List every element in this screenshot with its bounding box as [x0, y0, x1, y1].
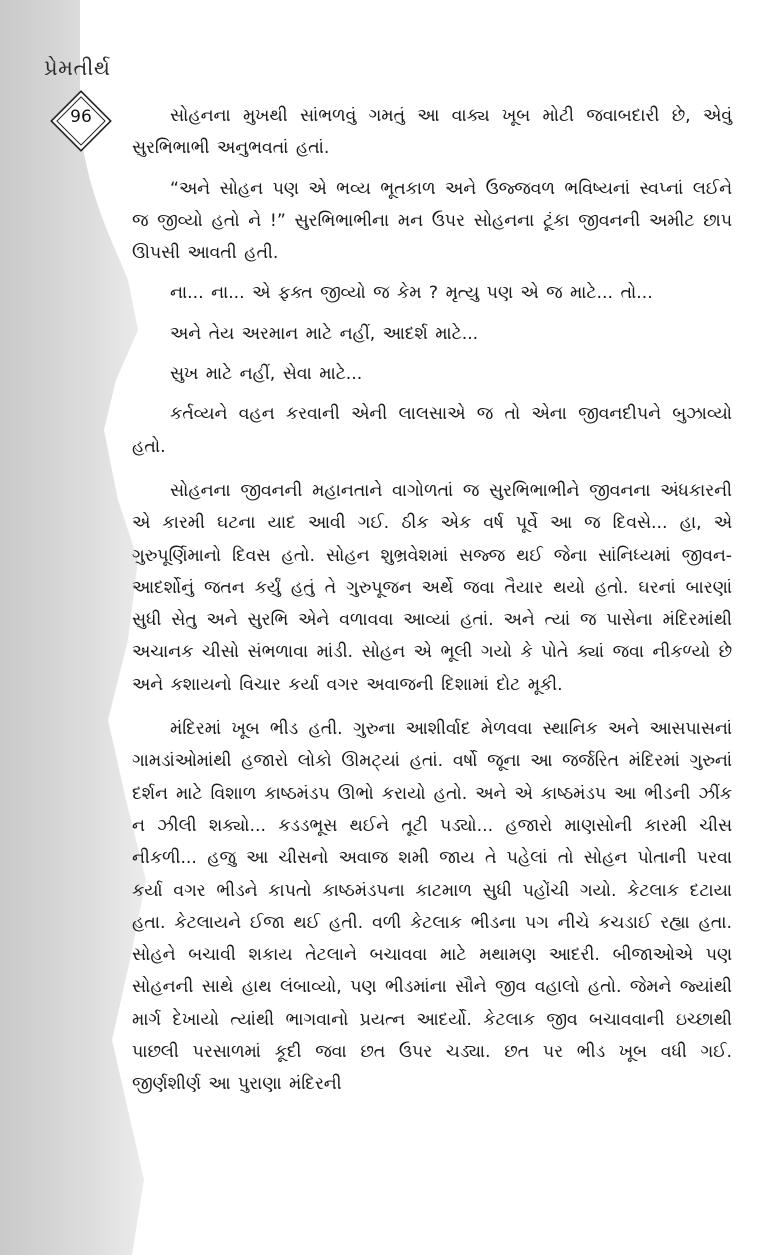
paragraph: સોહનના જીવનની મહાનતાને વાગોળતાં જ સુરભિભાભીને જીવનના અંધકારની એ કારમી ઘટના યાદ આવી ગઈ. ઠીક એક વર્ષ પૂર્વે આ જ દિવસે... હા, એ ગુરુપૂર્ણિમાનો દિવસ હતો. સોહન શુભ્રવેશમાં સજ્જ થઈ જેના સાંનિધ્યમાં જીવન-આદર્શોનું જતન કર્યું હતું તે ગુરુપૂજન અર્થે જવા તૈયાર થયો હતો. ઘરનાં બારણાં સુધી સેતુ અને સુરભિ એને વળાવવા આવ્યાં હતાં. અને ત્યાં જ પાસેના મંદિરમાંથી અચાનક ચીસો સંભળાવા માંડી. સોહન એ ભૂલી ગયો કે પોતે ક્યાં જવા નીકળ્યો છે અને કશાયનો વિચાર કર્યા વગર અવાજની દિશામાં દોટ મૂકી.	[132, 480, 732, 695]
page-number: 96	[70, 107, 92, 127]
paragraph: કર્તવ્યને વહન કરવાની એની લાલસાએ જ તો એના જીવનદીપને બુઝાવ્યો હતો.	[132, 404, 732, 457]
paragraph: ના... ના... એ ફક્ત જીવ્યો જ કેમ ? મૃત્યુ પણ એ જ માટે... તો...	[170, 283, 653, 304]
paragraph: સુખ માટે નહીં, સેવા માટે...	[170, 364, 363, 385]
paragraph: અને તેય અરમાન માટે નહીં, આદર્શ માટે...	[170, 323, 479, 344]
paragraph: મંદિરમાં ખૂબ ભીડ હતી. ગુરુના આશીર્વાદ મેળવવા સ્થાનિક અને આસપાસનાં ગામડાંઓમાંથી હજારો લોકો ઊમટ્યાં હતાં. વર્ષો જૂના આ જર્જરિત મંદિરમાં ગુરુનાં દર્શન માટે વિશાળ કાષ્ઠમંડપ ઊભો કરાયો હતો. અને એ કાષ્ઠમંડપ આ ભીડની ઝીંક ન ઝીલી શક્યો... કડડભૂસ થઈને તૂટી પડ્યો... હજારો માણસોની કારમી ચીસ નીકળી... હજુ આ ચીસનો અવાજ શમી જાય તે પહેલાં તો સોહન પોતાની પરવા કર્યા વગર ભીડને કાપતો કાષ્ઠમંડપના કાટમાળ સુધી પહોંચી ગયો. કેટલાક દટાયા હતા. કેટલાયને ઈજા થઈ હતી. વળી કેટલાક ભીડના પગ નીચે કચડાઈ રહ્યા હતા. સોહને બચાવી શકાય તેટલાને બચાવવા માટે મથામણ આદરી. બીજાઓએ પણ સોહનની સાથે હાથ લંબાવ્યો, પણ ભીડમાંના સૌને જીવ વહાલો હતો. જેમને જ્યાંથી માર્ગ દેખાયો ત્યાંથી ભાગવાનો પ્રયત્ન આદર્યો. કેટલાક જીવ બચાવવાની ઇચ્છાથી પાછલી પરસાળમાં કૂદી જવા છત ઉપર ચડ્યા. છત પર ભીડ ખૂબ વધી ગઈ. જીર્ણશીર્ણ આ પુરાણા મંદિરની	[132, 719, 732, 1095]
page-text-body	[132, 100, 732, 1101]
paragraph: સોહનના મુખથી સાંભળવું ગમતું આ વાક્ય ખૂબ મોટી જવાબદારી છે, એવું સુરભિભાભી અનુભવતાં હતાં.	[132, 106, 732, 159]
book-title: પ્રેમતીર્થ	[44, 56, 111, 80]
paragraph: “અને સોહન પણ એ ભવ્ય ભૂતકાળ અને ઉજ્જવળ ભવિષ્યનાં સ્વપ્નાં લઈને જ જીવ્યો હતો ને !” સુરભિભાભીના મન ઉપર સોહનના ટૂંકા જીવનની અમીટ છાપ ઊપસી આવતી હતી.	[132, 178, 732, 264]
